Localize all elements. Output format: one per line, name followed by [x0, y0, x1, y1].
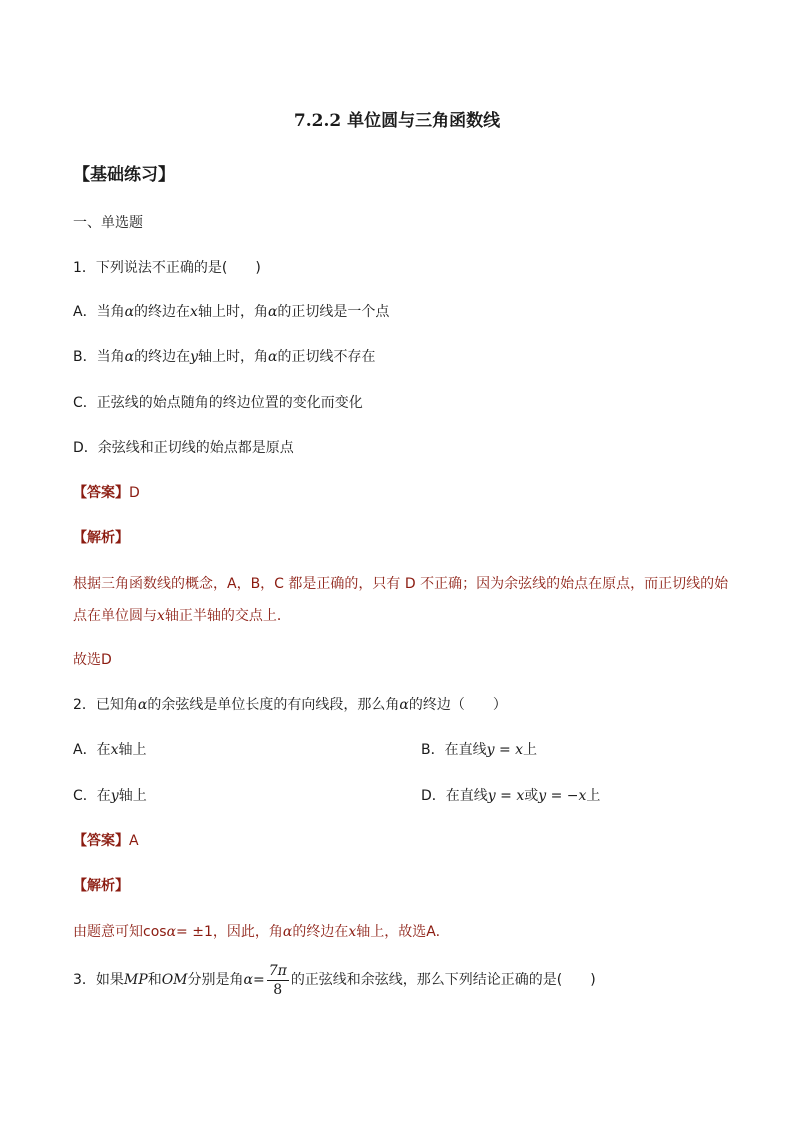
q1-analysis-line-1: 根据三角函数线的概念，A，B，C 都是正确的，只有 D 不正确；因为余弦线的始点在原点，而正切线的始 — [73, 576, 729, 592]
q2-option-a: A．在x轴上 — [73, 742, 147, 758]
q2-options-row-1 — [73, 740, 723, 760]
q1-analysis-label: 【解析】 — [73, 530, 129, 546]
section-heading: 【基础练习】 — [73, 165, 175, 185]
fraction-7pi-over-8: $\frac{7\pi}{8}$ — [268, 962, 287, 998]
q1-answer: 【答案】D — [73, 485, 140, 501]
q2-analysis: 由题意可知cosα= ±1，因此，角α的终边在x轴上，故选A. — [73, 924, 441, 940]
q1-option-c: C．正弦线的始点随角的终边位置的变化而变化 — [73, 395, 363, 411]
q2-stem: 2．已知角α的余弦线是单位长度的有向线段，那么角α的终边（ ） — [73, 697, 507, 713]
q1-analysis-line-2: 点在单位圆与x轴正半轴的交点上． — [73, 608, 291, 624]
q3-stem: 3．如果MP和OM分别是角α= $\frac{7\pi}{8}$ 的正弦线和余弦线，那么下列结论正确的是( ) — [73, 962, 596, 998]
q2-answer: 【答案】A — [73, 833, 139, 849]
q1-option-b: B．当角α的终边在y轴上时，角α的正切线不存在 — [73, 349, 376, 365]
subsection-heading: 一、单选题 — [73, 215, 143, 231]
q1-option-d: D．余弦线和正切线的始点都是原点 — [73, 440, 294, 456]
q2-analysis-label: 【解析】 — [73, 878, 129, 894]
q1-conclusion: 故选D — [73, 652, 112, 668]
q2-option-d: D．在直线y = x或y = −x上 — [421, 788, 601, 804]
q2-options-row-2 — [73, 786, 723, 806]
q2-option-c: C．在y轴上 — [73, 788, 147, 804]
q2-option-b: B．在直线y = x上 — [421, 742, 538, 758]
q1-option-a: A．当角α的终边在x轴上时，角α的正切线是一个点 — [73, 304, 390, 320]
q1-stem: 1．下列说法不正确的是( ) — [73, 260, 261, 276]
page-title: 7.2.2 单位圆与三角函数线 — [293, 111, 501, 131]
